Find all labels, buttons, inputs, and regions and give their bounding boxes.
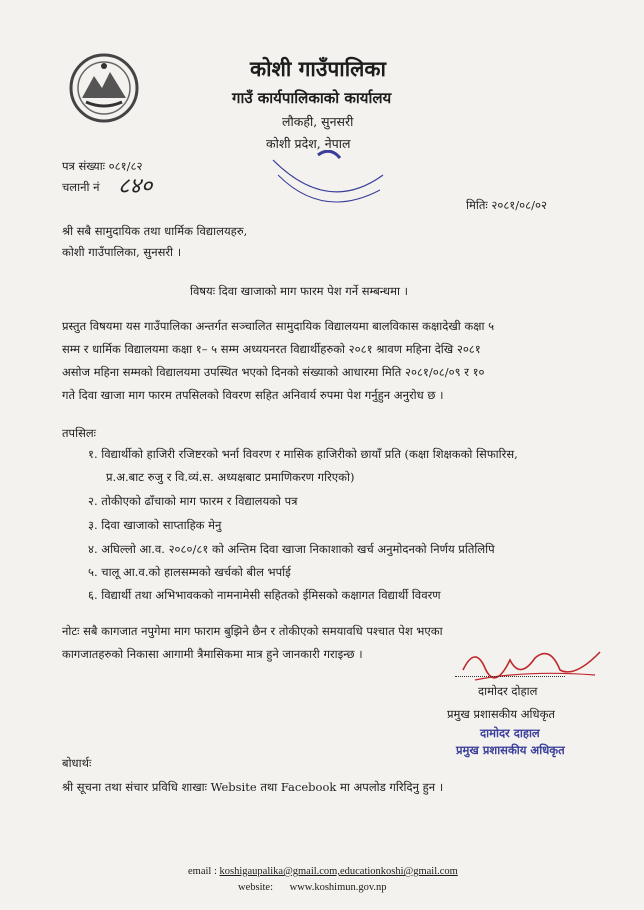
office-title: कोशी गाउँपालिका [250,56,386,81]
footer-email [188,866,458,877]
body-line-4: गते दिवा खाजा माग फारम तपसिलको विवरण सहित अनिवार्य रुपमा पेश गर्नुहुन अनुरोध छ । [62,388,444,402]
list-item-5: ५. चालू आ.व.को हालसम्मको खर्चको बील भर्पाई [88,565,291,579]
list-item-4: ४. अघिल्लो आ.व. २०८०/८१ को अन्तिम दिवा खाजा निकाशाको खर्च अनुमोदनको निर्णय प्रतिलिपि [88,542,495,556]
chalani-number-handwritten: ८४० [118,174,153,199]
issue-date: मितिः २०८१/०८/०२ [466,198,547,212]
recipient-line-2: कोशी गाउँपालिका, सुनसरी । [62,245,182,259]
handwritten-signature [455,640,605,690]
office-stamp [268,150,388,215]
signature-line [455,676,565,677]
body-line-3: असोज महिना सम्मको विद्यालयमा उपस्थित भएको दिनको संख्याको आधारमा मिति २०८१/०८/०९ र १० [62,365,485,379]
stamp-name: दामोदर दाहाल [480,726,540,740]
body-line-2: सम्म र धार्मिक विद्यालयमा कक्षा १– ५ सम्म अध्ययनरत विद्यार्थीहरुको २०८१ श्रावण महिना देखि २०८१ [62,342,481,356]
list-item-3: ३. दिवा खाजाको साप्ताहिक मेनु [88,518,222,532]
website-link[interactable]: www.koshimun.gov.np [289,882,387,893]
email-link[interactable]: koshigaupalika@gmail.com,educationkoshi@gmail.com [219,866,458,877]
signatory-title: प्रमुख प्रशासकीय अधिकृत [447,707,555,721]
list-item-2: २. तोकीएको ढाँचाको माग फारम र विद्यालयको पत्र [88,494,298,508]
patra-sankhya: पत्र संख्याः ०८१/८२ [62,159,143,173]
nepal-emblem-logo [68,52,140,124]
office-province: कोशी प्रदेश, नेपाल [266,136,351,151]
list-heading: तपसिलः [62,426,96,440]
bodhartha-line: श्री सूचना तथा संचार प्रविधि शाखाः Website तथा Facebook मा अपलोड गरिदिनु हुन । [62,780,444,794]
list-item-6: ६. विद्यार्थी तथा अभिभावकको नामनामेसी सहितको ईमिसको कक्षागत विद्यार्थी विवरण [88,588,441,602]
footer-website [238,882,387,893]
recipient-line-1: श्री सबै सामुदायिक तथा धार्मिक विद्यालयहरु, [62,224,248,238]
email-label: email : [188,866,217,877]
signatory-name: दामोदर दोहाल [478,684,538,698]
stamp-title: प्रमुख प्रशासकीय अधिकृत [456,743,565,757]
website-label: website: [238,882,273,893]
note-line-1: नोटः सबै कागजात नपुगेमा माग फाराम बुझिने छैन र तोकीएको समयावधि पश्चात पेश भएका [62,624,443,638]
chalani-label: चलानी नं [62,180,100,194]
list-item-1-line-1: १. विद्यार्थीको हाजिरी रजिष्टरको भर्ना विवरण र मासिक हाजिरीको छायाँ प्रति (कक्षा शिक्षकको सिफारिस, [88,447,518,461]
note-line-2: कागजातहरुको निकासा आगामी त्रैमासिकमा मात्र हुने जानकारी गराइन्छ । [62,647,363,661]
office-subtitle: गाउँ कार्यपालिकाको कार्यालय [232,89,392,107]
office-place: लौकही, सुनसरी [282,114,354,129]
body-line-1: प्रस्तुत विषयमा यस गाउँपालिका अन्तर्गत सञ्चालित सामुदायिक विद्यालयमा बालविकास कक्षादेखी कक्षा ५ [62,319,495,333]
subject-line: विषयः दिवा खाजाको माग फारम पेश गर्ने सम्बन्धमा । [190,284,408,298]
bodhartha-heading: बोधार्थः [62,756,92,770]
list-item-1-line-2: प्र.अ.बाट रुजु र वि.व्यं.स. अध्यक्षबाट प्रमाणिकरण गरिएको) [106,470,355,484]
